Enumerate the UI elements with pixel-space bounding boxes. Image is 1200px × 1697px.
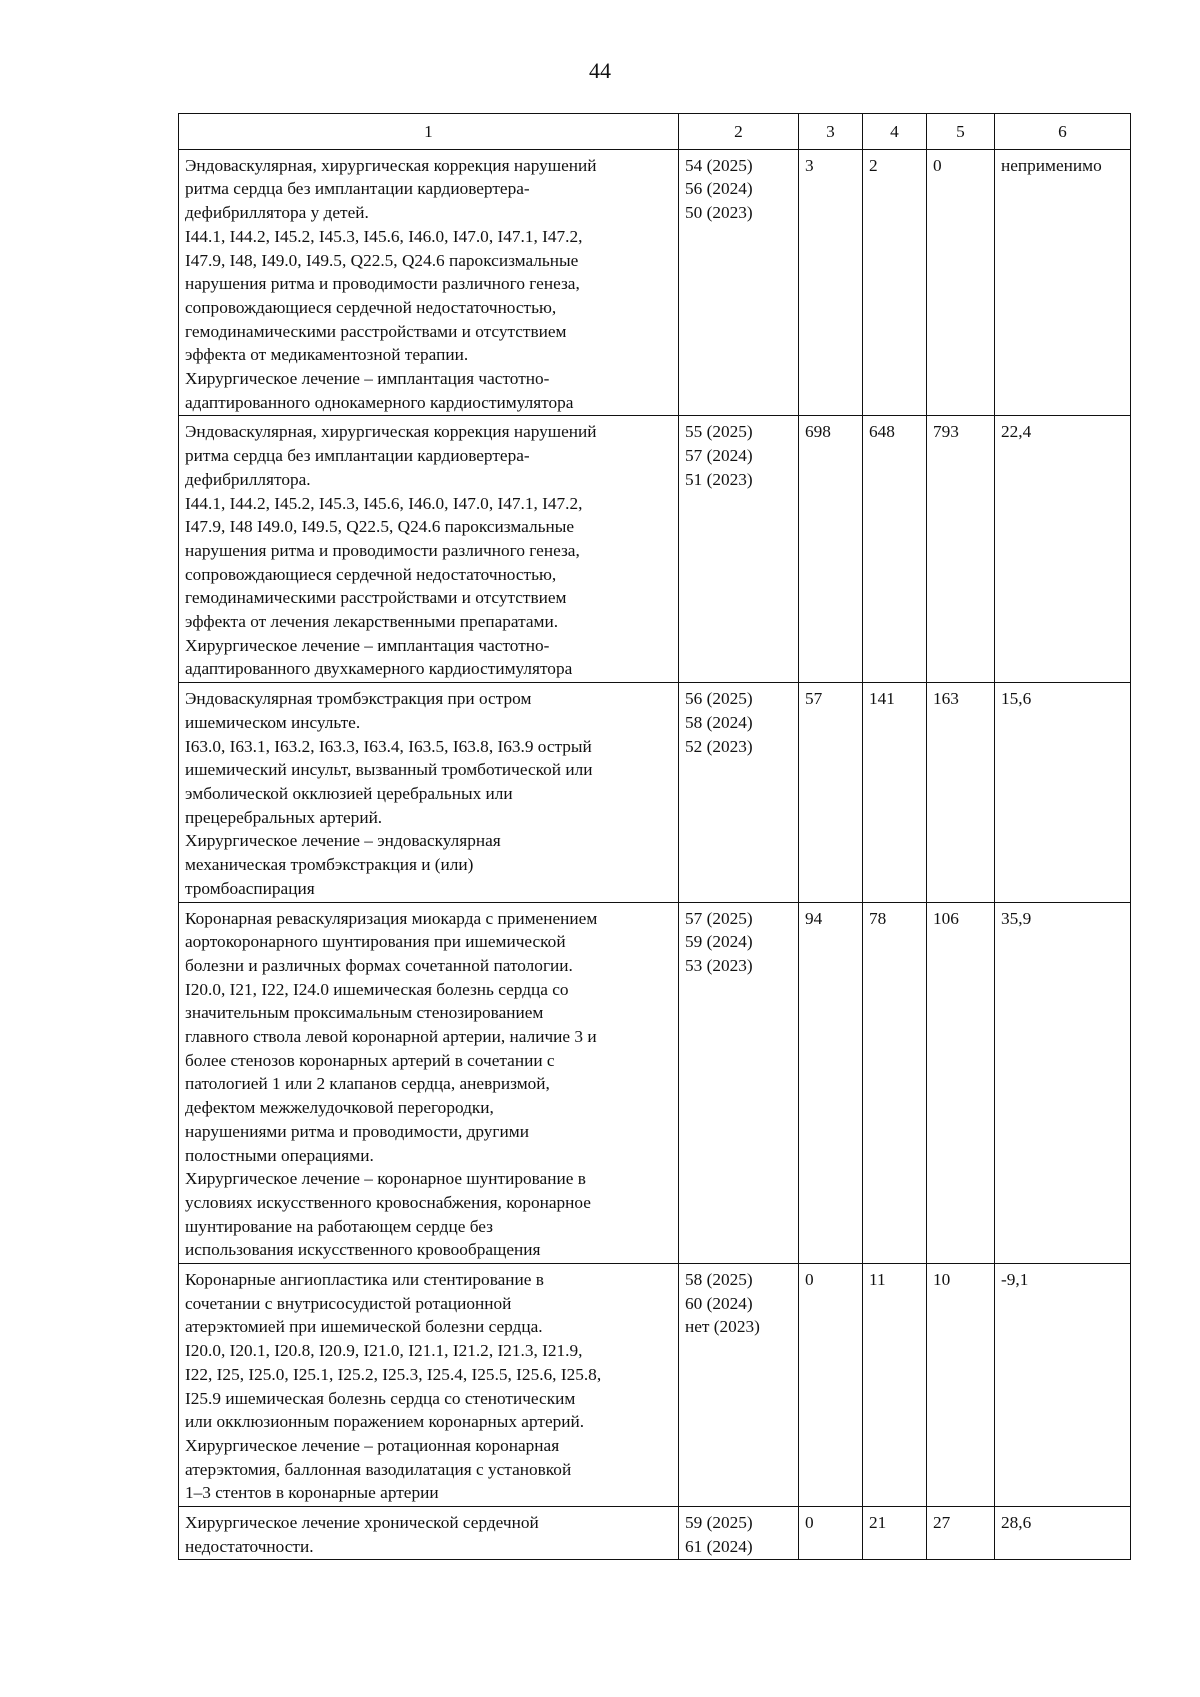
- description-line: I20.0, I20.1, I20.8, I20.9, I21.0, I21.1, I21.2, I21.3, I21.9,: [185, 1341, 583, 1361]
- description-line: прецеребральных артерий.: [185, 807, 383, 827]
- number-line: 59 (2025): [685, 1513, 753, 1533]
- description-cell: [179, 149, 679, 416]
- value-cell-c4: 648: [863, 416, 927, 683]
- number-line: 56 (2025): [685, 689, 753, 709]
- description-cell: [179, 683, 679, 902]
- number-line: 55 (2025): [685, 422, 753, 442]
- description-line: условиях искусственного кровоснабжения, коронарное: [185, 1192, 591, 1212]
- header-cell: 4: [863, 114, 927, 150]
- description-line: ритма сердца без имплантации кардиовертера-: [185, 179, 530, 199]
- value-cell-c6: -9,1: [995, 1264, 1131, 1507]
- number-line: 59 (2024): [685, 932, 753, 952]
- value-cell-c5: 793: [927, 416, 995, 683]
- value-cell-c4: 2: [863, 149, 927, 416]
- description-line: I22, I25, I25.0, I25.1, I25.2, I25.3, I25.4, I25.5, I25.6, I25.8,: [185, 1364, 602, 1384]
- table-row: [179, 683, 1131, 902]
- description-cell: [179, 902, 679, 1264]
- value-cell-c6: 28,6: [995, 1507, 1131, 1560]
- description-line: I47.9, I48 I49.0, I49.5, Q22.5, Q24.6 пароксизмальные: [185, 517, 575, 537]
- description-line: нарушения ритма и проводимости различного генеза,: [185, 540, 580, 560]
- description-line: I44.1, I44.2, I45.2, I45.3, I45.6, I46.0, I47.0, I47.1, I47.2,: [185, 493, 583, 513]
- number-line: 52 (2023): [685, 736, 753, 756]
- description-line: полостными операциями.: [185, 1145, 374, 1165]
- description-line: гемодинамическими расстройствами и отсутствием: [185, 588, 567, 608]
- header-cell: 5: [927, 114, 995, 150]
- description-line: I20.0, I21, I22, I24.0 ишемическая болезнь сердца со: [185, 979, 569, 999]
- value-cell-c4: 78: [863, 902, 927, 1264]
- number-cell: [679, 416, 799, 683]
- description-cell: [179, 416, 679, 683]
- value-cell-c3: 57: [799, 683, 863, 902]
- number-line: 57 (2025): [685, 908, 753, 928]
- description-line: Хирургическое лечение – эндоваскулярная: [185, 831, 501, 851]
- description-line: недостаточности.: [185, 1536, 314, 1556]
- description-line: 1–3 стентов в коронарные артерии: [185, 1483, 439, 1503]
- description-line: ишемическом инсульте.: [185, 712, 361, 732]
- number-cell: [679, 1507, 799, 1560]
- description-line: дефектом межжелудочковой перегородки,: [185, 1098, 494, 1118]
- description-line: дефибриллятора.: [185, 469, 311, 489]
- description-line: I47.9, I48, I49.0, I49.5, Q22.5, Q24.6 пароксизмальные: [185, 250, 579, 270]
- value-cell-c3: 0: [799, 1507, 863, 1560]
- number-line: 61 (2024): [685, 1536, 753, 1556]
- description-line: Хирургическое лечение – имплантация частотно-: [185, 369, 550, 389]
- description-line: болезни и различных формах сочетанной патологии.: [185, 955, 573, 975]
- description-cell: [179, 1264, 679, 1507]
- number-line: 51 (2023): [685, 469, 753, 489]
- number-cell: [679, 1264, 799, 1507]
- description-line: шунтирование на работающем сердце без: [185, 1216, 493, 1236]
- number-cell: [679, 683, 799, 902]
- number-line: 56 (2024): [685, 179, 753, 199]
- table-row: [179, 149, 1131, 416]
- description-line: сопровождающиеся сердечной недостаточностью,: [185, 297, 557, 317]
- value-cell-c3: 94: [799, 902, 863, 1264]
- description-line: Хирургическое лечение хронической сердечной: [185, 1513, 539, 1533]
- description-line: тромбоаспирация: [185, 878, 315, 898]
- number-line: нет (2023): [685, 1317, 760, 1337]
- description-line: механическая тромбэкстракция и (или): [185, 855, 474, 875]
- description-line: использования искусственного кровообращения: [185, 1240, 541, 1260]
- description-line: сопровождающиеся сердечной недостаточностью,: [185, 564, 557, 584]
- description-line: адаптированного однокамерного кардиостимулятора: [185, 392, 574, 412]
- description-line: сочетании с внутрисосудистой ротационной: [185, 1293, 512, 1313]
- data-table: [178, 113, 1131, 1560]
- number-line: 57 (2024): [685, 446, 753, 466]
- header-cell: 1: [179, 114, 679, 150]
- value-cell-c5: 10: [927, 1264, 995, 1507]
- header-cell: 2: [679, 114, 799, 150]
- description-line: I63.0, I63.1, I63.2, I63.3, I63.4, I63.5, I63.8, I63.9 острый: [185, 736, 592, 756]
- description-line: или окклюзионным поражением коронарных артерий.: [185, 1412, 585, 1432]
- description-line: атерэктомия, баллонная вазодилатация с установкой: [185, 1459, 572, 1479]
- description-line: I44.1, I44.2, I45.2, I45.3, I45.6, I46.0, I47.0, I47.1, I47.2,: [185, 226, 583, 246]
- value-cell-c4: 11: [863, 1264, 927, 1507]
- description-line: ишемический инсульт, вызванный тромботической или: [185, 760, 593, 780]
- description-line: Хирургическое лечение – коронарное шунтирование в: [185, 1169, 586, 1189]
- number-line: 58 (2024): [685, 712, 753, 732]
- value-cell-c3: 3: [799, 149, 863, 416]
- number-line: 54 (2025): [685, 155, 753, 175]
- description-line: нарушениями ритма и проводимости, другими: [185, 1121, 529, 1141]
- description-line: патологией 1 или 2 клапанов сердца, аневризмой,: [185, 1074, 550, 1094]
- description-line: ритма сердца без имплантации кардиовертера-: [185, 446, 530, 466]
- value-cell-c4: 21: [863, 1507, 927, 1560]
- value-cell-c5: 0: [927, 149, 995, 416]
- description-line: эффекта от лечения лекарственными препаратами.: [185, 612, 559, 632]
- number-line: 60 (2024): [685, 1293, 753, 1313]
- value-cell-c4: 141: [863, 683, 927, 902]
- header-cell: 3: [799, 114, 863, 150]
- table-row: [179, 1507, 1131, 1560]
- value-cell-c6: 35,9: [995, 902, 1131, 1264]
- description-line: аортокоронарного шунтирования при ишемической: [185, 932, 566, 952]
- value-cell-c3: 0: [799, 1264, 863, 1507]
- description-line: Эндоваскулярная, хирургическая коррекция нарушений: [185, 155, 597, 175]
- description-line: атерэктомией при ишемической болезни сердца.: [185, 1317, 543, 1337]
- value-cell-c5: 27: [927, 1507, 995, 1560]
- description-line: гемодинамическими расстройствами и отсутствием: [185, 321, 567, 341]
- description-line: Хирургическое лечение – ротационная коронарная: [185, 1435, 560, 1455]
- description-line: Коронарные ангиопластика или стентирование в: [185, 1270, 544, 1290]
- description-line: эмболической окклюзией церебральных или: [185, 783, 513, 803]
- description-line: Эндоваскулярная тромбэкстракция при остром: [185, 689, 532, 709]
- description-line: значительным проксимальным стенозированием: [185, 1003, 544, 1023]
- description-cell: [179, 1507, 679, 1560]
- table-row: [179, 902, 1131, 1264]
- value-cell-c5: 106: [927, 902, 995, 1264]
- description-line: нарушения ритма и проводимости различного генеза,: [185, 274, 580, 294]
- description-line: более стенозов коронарных артерий в сочетании с: [185, 1050, 555, 1070]
- value-cell-c6: неприменимо: [995, 149, 1131, 416]
- value-cell-c6: 15,6: [995, 683, 1131, 902]
- table-row: [179, 1264, 1131, 1507]
- number-cell: [679, 902, 799, 1264]
- description-line: Коронарная реваскуляризация миокарда с применением: [185, 908, 598, 928]
- value-cell-c5: 163: [927, 683, 995, 902]
- table-row: [179, 416, 1131, 683]
- value-cell-c3: 698: [799, 416, 863, 683]
- value-cell-c6: 22,4: [995, 416, 1131, 683]
- table-header-row: [179, 114, 1131, 150]
- number-line: 58 (2025): [685, 1270, 753, 1290]
- number-cell: [679, 149, 799, 416]
- description-line: Эндоваскулярная, хирургическая коррекция нарушений: [185, 422, 597, 442]
- description-line: дефибриллятора у детей.: [185, 203, 369, 223]
- description-line: адаптированного двухкамерного кардиостимулятора: [185, 659, 573, 679]
- header-cell: 6: [995, 114, 1131, 150]
- page-number: 44: [589, 58, 611, 83]
- description-line: эффекта от медикаментозной терапии.: [185, 345, 469, 365]
- number-line: 53 (2023): [685, 955, 753, 975]
- description-line: Хирургическое лечение – имплантация частотно-: [185, 635, 550, 655]
- description-line: I25.9 ишемическая болезнь сердца со стенотическим: [185, 1388, 576, 1408]
- number-line: 50 (2023): [685, 203, 753, 223]
- description-line: главного ствола левой коронарной артерии, наличие 3 и: [185, 1027, 597, 1047]
